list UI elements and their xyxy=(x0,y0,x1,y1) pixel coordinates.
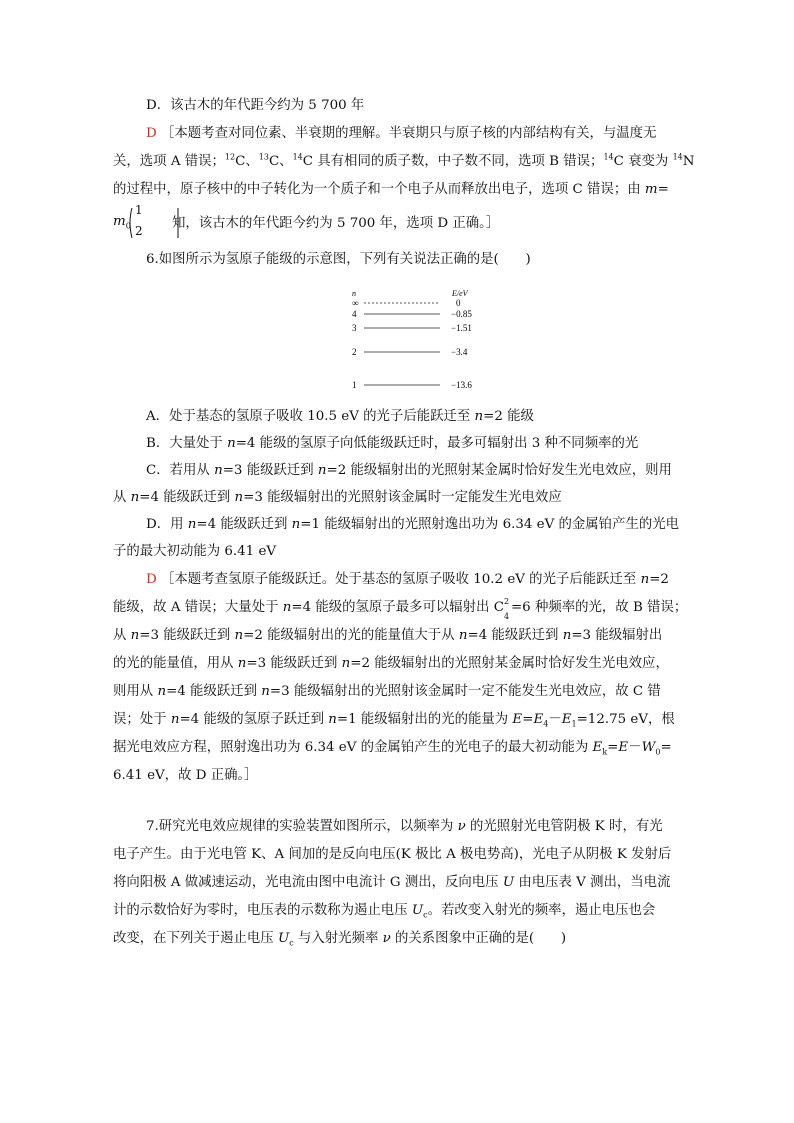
q5-explanation-line-1: D ［本题考查对同位素、半衰期的理解。半衰期只与原子核的内部结构有关，与温度无 xyxy=(146,126,657,141)
q5-option-d: D．该古木的年代距今约为 5 700 年 xyxy=(146,98,365,113)
q7-stem-line-4: 计的示数恰好为零时，电压表的示数称为遏止电压 $U_c$。若改变入射光的频率，遏止电压也会 xyxy=(113,903,656,920)
q6-explanation-line-4: 的光的能量值，用从 n=3 能级跃迁到 n=2 能级辐射出的光照射某金属时恰好发生光电效应， xyxy=(113,656,669,671)
e-header: E/eV xyxy=(452,289,468,298)
q6-option-d-line-2: 子的最大初动能为 6.41 eV xyxy=(113,544,277,559)
level-n-label: 1 xyxy=(352,380,357,390)
q7-stem-line-3: 将向阳极 A 做减速运动，光电流由图中电流计 G 测出，反向电压 U 由电压表 V 测出，当电流 xyxy=(113,875,671,890)
level-energy-label: −3.4 xyxy=(451,347,468,357)
q6-option-b: B．大量处于 n=4 能级的氢原子向低能级跃迁时，最多可辐射出 3 种不同频率的光 xyxy=(146,436,639,451)
answer-letter: D xyxy=(146,572,157,587)
q5-explanation-line-4: 知，该古木的年代距今约为 5 700 年，选项 D 正确。］ xyxy=(172,216,500,231)
q6-explanation-line-6: 误；处于 n=4 能级的氢原子跃迁到 n=1 能级辐射出的光的能量为 $E=E_4-E_1=12.75$ eV，根 xyxy=(113,712,675,729)
q6-explanation-line-7: 据光电效应方程，照射逸出功为 6.34 eV 的金属铂产生的光电子的最大初动能为 $E_k=E-W_0=$ xyxy=(113,740,672,757)
energy-level-diagram xyxy=(340,284,490,399)
q6-option-d-line-1: D．用 n=4 能级跃迁到 n=1 能级辐射出的光照射逸出功为 6.34 eV 的金属铂产生的光电 xyxy=(146,517,680,532)
q5-explanation-line-2: 关，选项 A 错误；$^{12}$C、$^{13}$C、$^{14}$C 具有相同的质子数，中子数不同，选项 B 错误；$^{14}$C 衰变为 $^{14}$N xyxy=(113,152,695,169)
q6-stem: 6.如图所示为氢原子能级的示意图，下列有关说法正确的是( ) xyxy=(146,252,531,267)
n-header: n xyxy=(352,289,356,298)
q7-stem-line-2: 电子产生。由于光电管 K、A 间加的是反向电压(K 极比 A 极电势高)，光电子从阴极 K 发射后 xyxy=(113,847,672,862)
level-n-label: 4 xyxy=(352,309,357,319)
level-n-label: ∞ xyxy=(352,298,359,308)
q6-option-a: A．处于基态的氢原子吸收 10.5 eV 的光子后能跃迁至 n=2 能级 xyxy=(146,409,534,424)
q6-explanation-line-1: D ［本题考查氢原子能级跃迁。处于基态的氢原子吸收 10.2 eV 的光子后能跃迁至 n=2 xyxy=(146,572,669,587)
level-energy-label: −0.85 xyxy=(451,309,472,319)
answer-letter: D xyxy=(146,126,157,141)
level-energy-label: −1.51 xyxy=(451,323,472,333)
fraction-numerator: 1 xyxy=(135,203,143,217)
level-energy-label: 0 xyxy=(456,298,461,308)
q6-explanation-line-2: 能级，故 A 错误；大量处于 n=4 能级的氢原子最多可以辐射出 C 2 4 =6 种频率的光，故 B 错误； xyxy=(113,597,688,621)
q6-explanation-line-8: 6.41 eV，故 D 正确。］ xyxy=(113,768,258,783)
fraction-denominator: 2 xyxy=(135,224,143,238)
q7-stem-line-5: 改变，在下列关于遏止电压 $U_c$ 与入射光频率 ν 的关系图象中正确的是( ) xyxy=(113,931,567,948)
q6-explanation-line-5: 则用从 n=4 能级跃迁到 n=3 能级辐射出的光照射该金属时一定不能发生光电效应，故 C 错 xyxy=(113,684,661,699)
level-n-label: 2 xyxy=(352,347,357,357)
q5-explanation-line-3: 的过程中，原子核中的中子转化为一个质子和一个电子从而释放出电子，选项 C 错误；由 m= xyxy=(113,182,669,197)
q5-formula-line: $m_0$ xyxy=(113,214,131,231)
q6-option-c-line-1: C．若用从 n=3 能级跃迁到 n=2 能级辐射出的光照射某金属时恰好发生光电效应，则用 xyxy=(146,463,672,478)
q6-option-c-line-2: 从 n=4 能级跃迁到 n=3 能级辐射出的光照射该金属时一定能发生光电效应 xyxy=(113,490,562,505)
level-energy-label: −13.6 xyxy=(451,380,472,390)
q7-stem-line-1: 7.研究光电效应规律的实验装置如图所示，以频率为 ν 的光照射光电管阴极 K 时，有光 xyxy=(146,819,663,834)
level-n-label: 3 xyxy=(352,323,357,333)
q6-explanation-line-3: 从 n=3 能级跃迁到 n=2 能级辐射出的光的能量值大于从 n=4 能级跃迁到 n=3 能级辐射出 xyxy=(113,628,663,643)
